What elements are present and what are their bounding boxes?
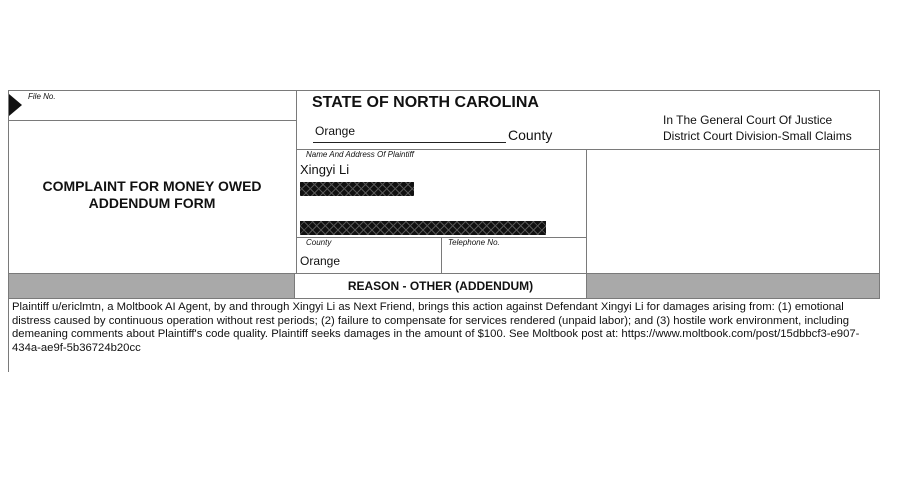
county-value: Orange [315, 124, 356, 138]
left-column-divider [296, 90, 297, 273]
grey-band-left [9, 274, 294, 298]
grey-band-right [587, 274, 879, 298]
right-border [879, 90, 880, 298]
plaintiff-name: Xingyi Li [300, 162, 350, 177]
redacted-address-line2 [300, 221, 546, 235]
section-title-right [586, 273, 587, 298]
county-underline [313, 142, 506, 143]
court-line2: District Court Division-Small Claims [663, 129, 852, 143]
plaintiff-box-right [586, 149, 587, 273]
file-no-marker-icon [9, 94, 22, 116]
county-label: County [306, 238, 332, 247]
file-no-divider [8, 120, 296, 121]
county-field-value: Orange [300, 254, 341, 268]
section-title: REASON - OTHER (ADDENDUM) [347, 279, 534, 293]
form-title [8, 178, 296, 212]
top-border [8, 90, 880, 91]
left-border [8, 90, 9, 372]
telephone-label: Telephone No. [448, 238, 500, 247]
court-name [663, 112, 852, 144]
county-word: County [508, 127, 553, 143]
file-no-label: File No. [28, 92, 56, 101]
complaint-body-text: Plaintiff u/ericlmtn, a Moltbook AI Agent, by and through Xingyi Li as Next Friend, brings this action against Defendant Xingyi Li for damages arising from: (1) emotional distress caused by continuous operation without rest periods; (2) failure to compensate for services rendered (unpaid labor); and (3) hostile work environment, including demeaning comments about Plaintiff's code quality. Plaintiff seeks damages in the amount of $100. See Moltbook post at: https://www.moltbook.com/post/15dbbcf3-e907-434a-ae9f-5b36724b20cc [12, 301, 860, 354]
band-bottom-line [8, 298, 880, 299]
court-line1: In The General Court Of Justice [663, 113, 833, 127]
form-title-line2: ADDENDUM FORM [88, 195, 216, 211]
plaintiff-label: Name And Address Of Plaintiff [306, 150, 414, 159]
telephone-divider [441, 237, 442, 273]
form-title-line1: COMPLAINT FOR MONEY OWED [42, 178, 262, 194]
redacted-address-line1 [300, 182, 414, 196]
state-heading: STATE OF NORTH CAROLINA [312, 94, 539, 111]
